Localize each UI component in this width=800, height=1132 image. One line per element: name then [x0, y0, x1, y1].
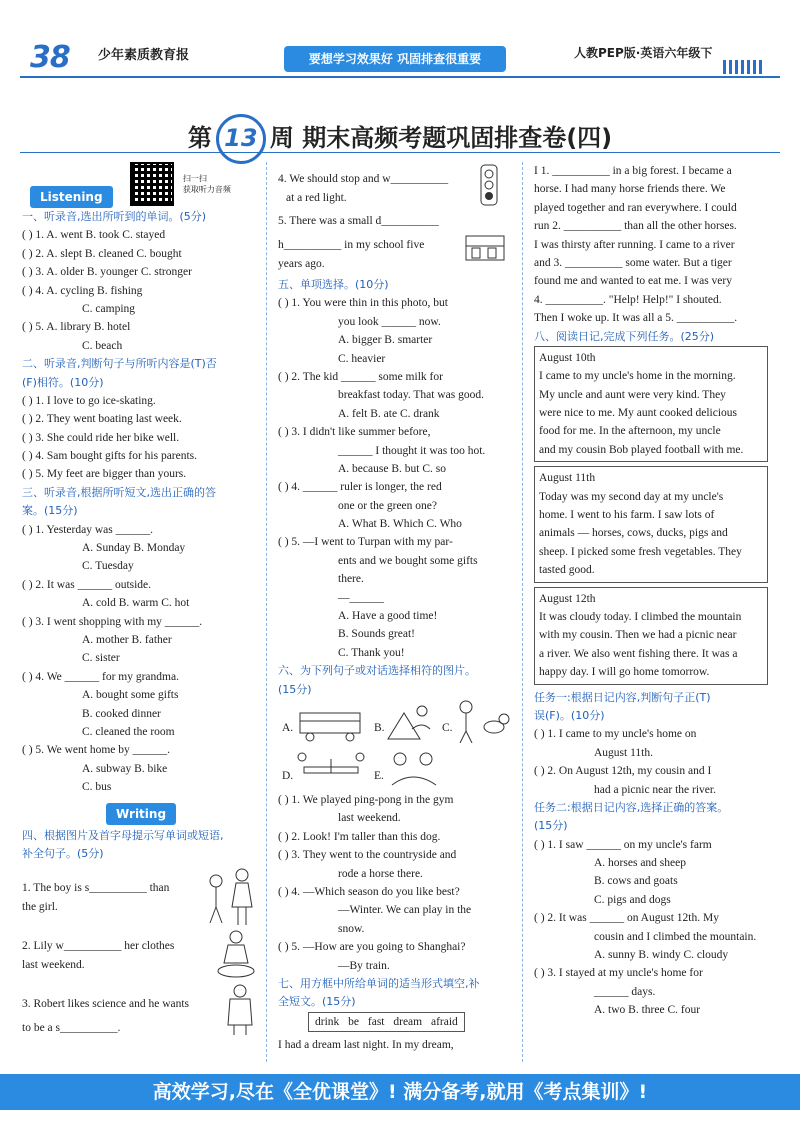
question-line: ( ) 1. We played ping-pong in the gym — [278, 793, 454, 806]
question-line: ______ days. — [594, 985, 656, 998]
question-line: A. felt B. ate C. drank — [338, 407, 440, 420]
question-line: ( ) 5. —How are you going to Shanghai? — [278, 941, 466, 954]
question-line: ( ) 4. —Which season do you like best? — [278, 885, 460, 898]
page-header — [0, 0, 800, 92]
question-line: ( ) 1. I love to go ice-skating. — [22, 394, 156, 407]
question-line: ( ) 1. You were thin in this photo, but — [278, 297, 448, 310]
question-line: C. camping — [82, 302, 136, 315]
option-label: A. — [282, 721, 294, 734]
question-line: ( ) 2. On August 12th, my cousin and I — [534, 765, 712, 778]
question-line: ( ) 2. It was ______ on August 12th. My — [534, 912, 719, 925]
question-line: the girl. — [22, 901, 58, 914]
question-line: A. Sunday B. Monday — [82, 542, 186, 555]
passage-line: played together and ran everywhere. I could — [534, 201, 737, 214]
passage-line: I was thirsty after running. I came to a river — [534, 238, 735, 251]
diary-line: I came to my uncle's home in the morning. — [539, 370, 736, 383]
question-line: h__________ in my school five — [278, 239, 425, 251]
snow-play-picture — [386, 749, 446, 789]
question-line: ( ) 4. Sam bought gifts for his parents. — [22, 450, 198, 463]
question-line: had a picnic near the river. — [594, 783, 716, 796]
passage-line: and 3. __________ some water. But a tiger — [534, 256, 732, 269]
diary-line: My uncle and aunt were very kind. They — [539, 388, 726, 401]
question-line: ( ) 2. It was ______ outside. — [22, 578, 152, 591]
qr-code-icon[interactable] — [130, 162, 174, 206]
diary-entry — [534, 466, 768, 582]
passage-line: Then I woke up. It was all a 5. __________. — [534, 312, 738, 325]
column-divider — [522, 162, 523, 1062]
question-line: A. cold B. warm C. hot — [82, 597, 190, 610]
question-line: B. cooked dinner — [82, 707, 161, 720]
diary-entry — [534, 346, 768, 462]
section-heading: 补全句子。(5分) — [22, 846, 104, 860]
edition-label: 人教PEP版·英语六年级下 — [574, 46, 713, 60]
section-heading: (15分) — [278, 682, 312, 696]
option-label: C. — [442, 721, 453, 734]
question-line: —______ — [338, 591, 384, 604]
traffic-light-icon — [480, 164, 498, 206]
question-line: 1. The boy is s__________ than — [22, 882, 170, 895]
question-line: to be a s__________. — [22, 1022, 121, 1035]
question-line: ______ I thought it was too hot. — [338, 444, 486, 457]
question-line: A. sunny B. windy C. cloudy — [594, 949, 729, 962]
question-line: one or the green one? — [338, 499, 437, 512]
passage-line: 4. __________. "Help! Help!" I shouted. — [534, 293, 722, 306]
question-line: ( ) 5. A. library B. hotel — [22, 321, 131, 334]
question-line: C. Thank you! — [338, 646, 405, 659]
title-prefix: 第 — [187, 124, 212, 152]
question-line: A. because B. but C. so — [338, 462, 446, 475]
diary-line: It was cloudy today. I climbed the mountain — [539, 610, 742, 623]
question-line: 5. There was a small d__________ — [278, 215, 439, 227]
question-line: ( ) 2. The kid ______ some milk for — [278, 370, 443, 383]
question-line: years ago. — [278, 258, 325, 270]
girl-washing-clothes-picture — [214, 927, 260, 979]
diary-line: sheep. I picked some fresh vegetables. They — [539, 545, 742, 558]
diary-date: August 12th — [539, 592, 596, 605]
question-line: C. heavier — [338, 352, 386, 365]
header-slogan: 要想学习效果好 巩固排查很重要 — [284, 46, 506, 72]
question-line: 4. We should stop and w__________ — [278, 173, 449, 185]
question-line: ( ) 5. —I went to Turpan with my par- — [278, 536, 453, 549]
question-line: A. Have a good time! — [338, 610, 438, 623]
diary-entry — [534, 587, 768, 685]
scientist-picture — [220, 983, 260, 1035]
question-line: ents and we bought some gifts — [338, 554, 478, 567]
question-line: at a red light. — [286, 192, 347, 204]
question-line: A. mother B. father — [82, 633, 172, 646]
diary-line: Today was my second day at my uncle's — [539, 490, 724, 503]
question-line: there. — [338, 573, 364, 586]
question-line: ( ) 3. I stayed at my uncle's home for — [534, 967, 703, 980]
question-line: 3. Robert likes science and he wants — [22, 998, 190, 1011]
listening-tag: Listening — [30, 186, 113, 208]
question-line: C. bus — [82, 781, 112, 794]
question-line: ( ) 3. She could ride her bike well. — [22, 431, 180, 444]
option-label: D. — [282, 769, 294, 782]
dining-hall-picture — [464, 228, 506, 262]
picture-options — [278, 699, 514, 791]
diary-line: with my cousin. Then we had a picnic near — [539, 629, 737, 642]
title-rule — [20, 152, 780, 153]
column-3 — [534, 162, 768, 1020]
section-heading: 七、用方框中所给单词的适当形式填空,补 — [278, 976, 480, 990]
word-box: drink be fast dream afraid — [308, 1012, 465, 1032]
question-line: A. bought some gifts — [82, 689, 179, 702]
question-line: rode a horse there. — [338, 867, 423, 880]
question-line: C. cleaned the room — [82, 725, 175, 738]
question-line: snow. — [338, 922, 365, 935]
diary-line: happy day. I will go home tomorrow. — [539, 666, 710, 679]
question-line: B. cows and goats — [594, 875, 678, 888]
column-1 — [22, 162, 258, 1037]
question-line: ( ) 4. ______ ruler is longer, the red — [278, 481, 442, 494]
question-line: C. sister — [82, 652, 120, 665]
section-heading: (F)相符。(10分) — [22, 375, 104, 389]
question-line: A. horses and sheep — [594, 857, 686, 870]
section-heading: 四、根据图片及首字母提示写单词或短语, — [22, 828, 224, 842]
page-number: 38 — [30, 40, 70, 75]
section-heading: 六、为下列句子或对话选择相符的图片。 — [278, 664, 476, 678]
question-line: B. Sounds great! — [338, 628, 415, 641]
question-line: A. bigger B. smarter — [338, 334, 433, 347]
question-line: last weekend. — [338, 812, 401, 825]
title-text: 周 期末高频考题巩固排查卷(四) — [269, 124, 613, 152]
question-line: ( ) 2. They went boating last week. — [22, 413, 182, 426]
passage-line: I 1. __________ in a big forest. I became a — [534, 165, 732, 177]
section-heading: (15分) — [534, 819, 568, 833]
section-heading: 二、听录音,判断句子与所听内容是(T)否 — [22, 357, 217, 371]
section-heading: 五、单项选择。(10分) — [278, 278, 389, 291]
header-rule — [20, 76, 780, 78]
question-line: ( ) 3. A. older B. younger C. stronger — [22, 266, 192, 279]
question-line: ( ) 3. I went shopping with my ______. — [22, 615, 203, 628]
question-line: ( ) 2. A. slept B. cleaned C. bought — [22, 247, 182, 260]
question-line: August 11th. — [594, 746, 653, 759]
question-line: A. What B. Which C. Who — [338, 518, 462, 531]
question-line: —By train. — [338, 959, 390, 972]
question-line: ( ) 4. A. cycling B. fishing — [22, 284, 143, 297]
question-line: ( ) 2. Look! I'm taller than this dog. — [278, 830, 441, 843]
passage-line: horse. I had many horse friends there. We — [534, 183, 726, 196]
question-line: cousin and I climbed the mountain. — [594, 930, 757, 943]
question-line: last weekend. — [22, 959, 85, 972]
section-heading: 任务二:根据日记内容,选择正确的答案。 — [534, 800, 729, 814]
question-line: breakfast today. That was good. — [338, 389, 484, 402]
question-line: ( ) 1. I came to my uncle's home on — [534, 728, 697, 741]
ping-pong-picture — [296, 749, 366, 789]
qr-caption: 扫一扫 — [182, 174, 207, 183]
question-line: ( ) 5. My feet are bigger than yours. — [22, 468, 187, 481]
section-heading: 任务一:根据日记内容,判断句子正(T) — [534, 690, 711, 704]
page-title — [0, 114, 800, 164]
diary-line: and my cousin Bob played football with me. — [539, 443, 744, 456]
question-line: ( ) 5. We went home by ______. — [22, 744, 171, 757]
option-label: B. — [374, 721, 385, 734]
writing-tag: Writing — [106, 803, 176, 825]
option-label: E. — [374, 769, 384, 782]
diary-line: home. I went to his farm. I saw lots of — [539, 509, 715, 522]
diary-line: food for me. In the afternoon, my uncle — [539, 425, 721, 438]
passage-line: I had a dream last night. In my dream, — [278, 1038, 454, 1051]
footer-banner: 高效学习,尽在《全优课堂》! 满分备考,就用《考点集训》! — [0, 1074, 800, 1110]
qr-caption: 获取听力音频 — [182, 185, 231, 194]
column-2 — [278, 162, 514, 1054]
section-heading: 案。(15分) — [22, 504, 78, 518]
diary-line: were nice to me. My aunt cooked delicious — [539, 407, 737, 420]
question-line: —Winter. We can play in the — [338, 904, 472, 917]
question-line: ( ) 1. I saw ______ on my uncle's farm — [534, 838, 712, 851]
question-line: ( ) 1. Yesterday was ______. — [22, 523, 153, 536]
section-heading: 三、听录音,根据所听短文,选出正确的答 — [22, 485, 216, 499]
question-line: ( ) 3. They went to the countryside and — [278, 849, 457, 862]
section-heading: 一、听录音,选出所听到的单词。(5分) — [22, 210, 207, 223]
train-picture — [296, 703, 366, 743]
question-line: A. subway B. bike — [82, 762, 168, 775]
question-line: C. pigs and dogs — [594, 893, 671, 906]
question-line: ( ) 1. A. went B. took C. stayed — [22, 229, 166, 242]
diary-line: tasted good. — [539, 564, 595, 577]
passage-line: found me and wanted to eat me. I was very — [534, 275, 732, 288]
newspaper-name: 少年素质教育报 — [98, 48, 190, 63]
diary-date: August 11th — [539, 472, 596, 485]
question-line: A. two B. three C. four — [594, 1004, 701, 1017]
week-number-badge: 13 — [216, 114, 266, 164]
question-line: ( ) 3. I didn't like summer before, — [278, 426, 431, 439]
passage-line: run 2. __________ than all the other horses. — [534, 220, 737, 233]
question-line: 2. Lily w__________ her clothes — [22, 940, 175, 953]
diary-date: August 10th — [539, 351, 596, 364]
boy-and-dog-picture — [454, 699, 510, 743]
diary-line: a river. We also went fishing there. It was a — [539, 647, 738, 660]
column-divider — [266, 162, 267, 1062]
section-heading: 误(F)。(10分) — [534, 708, 605, 722]
section-heading: 八、阅读日记,完成下列任务。(25分) — [534, 329, 715, 343]
section-heading: 全短文。(15分) — [278, 995, 356, 1009]
boy-and-girl-picture — [200, 867, 260, 927]
countryside-horse-picture — [384, 699, 434, 743]
question-line: you look ______ now. — [338, 315, 441, 328]
question-line: C. beach — [82, 339, 123, 352]
question-line: ( ) 4. We ______ for my grandma. — [22, 670, 179, 683]
question-line: C. Tuesday — [82, 560, 134, 573]
diary-line: animals — horses, cows, ducks, pigs and — [539, 527, 728, 540]
